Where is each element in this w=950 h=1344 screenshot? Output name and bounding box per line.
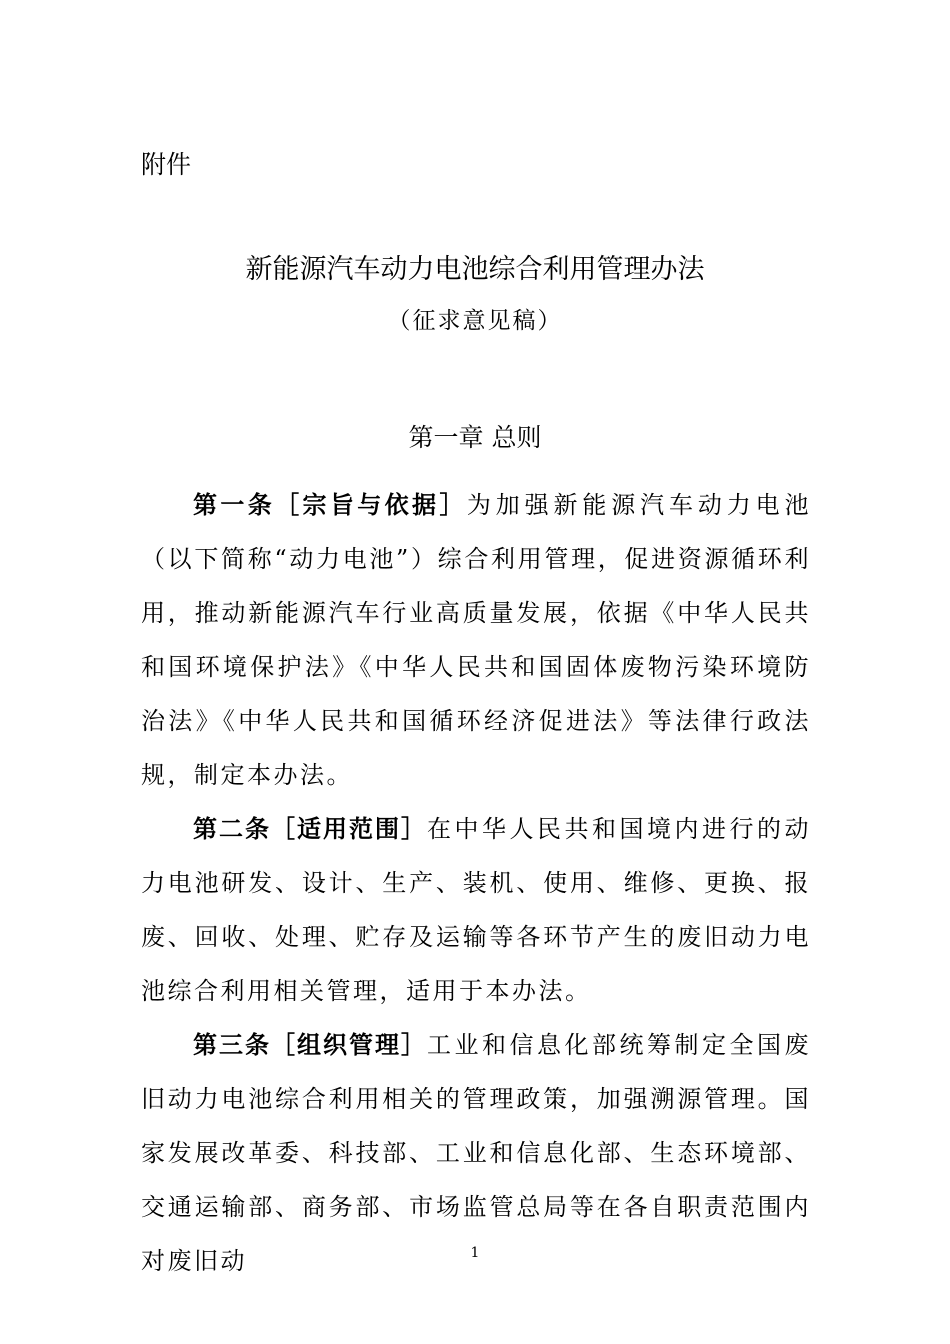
article-3-number: 第三条 (193, 1031, 271, 1059)
article-2 (141, 802, 811, 1018)
article-3-text: 工业和信息化部统筹制定全国废旧动力电池综合利用相关的管理政策，加强溯源管理。国家发展改革委、科技部、工业和信息化部、生态环境部、交通运输部、商务部、市场监管总局等在各自职责范围内对废旧动 (141, 1031, 811, 1275)
document-title: 新能源汽车动力电池综合利用管理办法 (245, 254, 705, 285)
article-2-text: 在中华人民共和国境内进行的动力电池研发、设计、生产、装机、使用、维修、更换、报废、回收、处理、贮存及运输等各环节产生的废旧动力电池综合利用相关管理，适用于本办法。 (141, 815, 811, 1005)
article-1-heading: ［宗旨与依据］ (275, 491, 467, 519)
document-subtitle: （征求意见稿） (387, 308, 563, 334)
chapter-title: 第一章 总则 (408, 423, 542, 452)
page-number: 1 (470, 1245, 480, 1261)
attachment-label: 附件 (141, 150, 192, 179)
article-2-number: 第二条 (193, 815, 271, 843)
article-list (141, 478, 811, 1288)
article-1 (141, 478, 811, 802)
article-1-number: 第一条 (193, 491, 276, 519)
article-2-heading: ［适用范围］ (271, 815, 427, 843)
article-1-text: 为加强新能源汽车动力电池（以下简称“动力电池”）综合利用管理，促进资源循环利用，推动新能源汽车行业高质量发展，依据《中华人民共和国环境保护法》《中华人民共和国固体废物污染环境防治法》《中华人民共和国循环经济促进法》等法律行政法规，制定本办法。 (141, 491, 812, 789)
article-3-heading: ［组织管理］ (271, 1031, 427, 1059)
